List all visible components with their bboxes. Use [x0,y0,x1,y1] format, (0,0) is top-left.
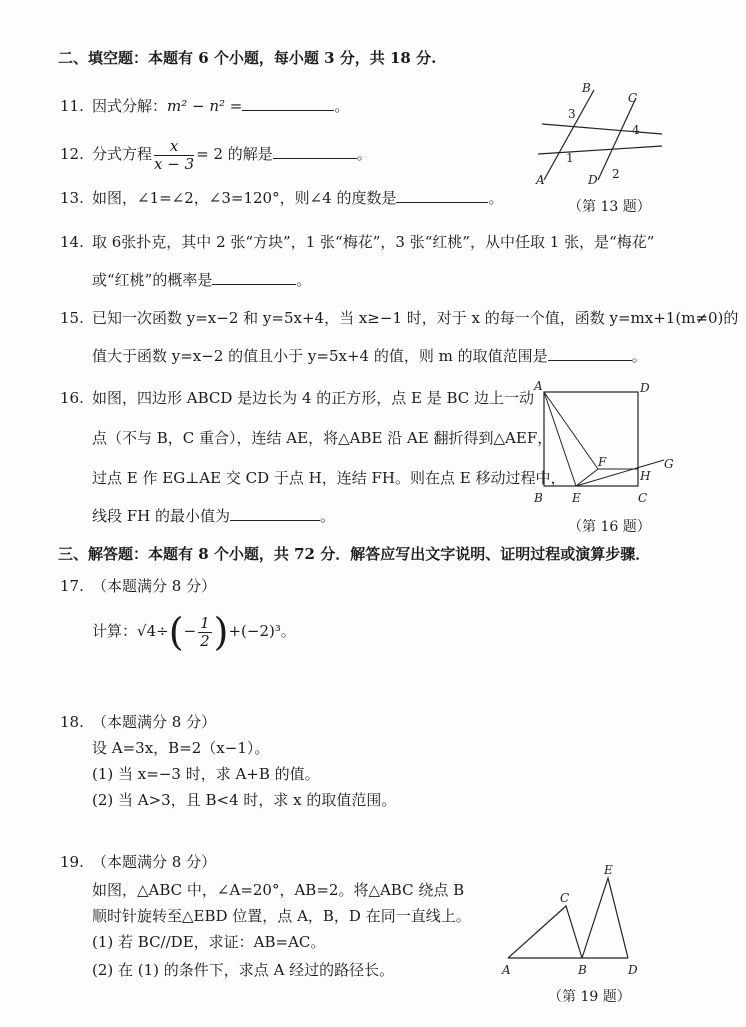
answer-blank[interactable] [548,346,632,361]
label-B: B [578,963,587,977]
score-note: （本题满分 8 分） [92,853,217,871]
question-18-part-1: (1) 当 x=−3 时，求 A+B 的值。 [92,765,320,783]
answer-blank[interactable] [212,270,296,285]
label-F: F [598,455,607,469]
question-number: 17. [60,577,84,595]
label-E: E [572,491,581,505]
question-number: 16. [60,389,84,407]
punctuation: 。 [334,97,350,115]
question-15-line-2 [92,346,647,366]
label-E: E [604,863,613,877]
angle-label-2: 2 [612,167,620,181]
question-11 [60,96,349,116]
punctuation: 。 [631,347,647,365]
label-C: C [628,91,638,105]
answer-blank[interactable] [396,188,488,203]
question-16-line-2: 点（不与 B，C 重合），连结 AE，将△ABE 沿 AE 翻折得到△AEF， [92,429,553,447]
question-14-line-2 [92,270,311,290]
label-H: H [640,469,651,483]
question-text: 如图，∠1=∠2，∠3=120°，则∠4 的度数是 [92,189,397,207]
triangle-ABC [508,906,582,958]
question-number: 18. [60,713,84,731]
score-note: （本题满分 8 分） [92,713,217,731]
numerator: x [154,138,194,156]
sqrt-term: √4 [137,622,157,640]
question-17-header [60,576,216,596]
label-D: D [640,381,650,395]
punctuation: 。 [320,507,336,525]
question-18-part-2: (2) 当 A>3，且 B<4 时，求 x 的取值范围。 [92,791,397,809]
numerator: 1 [200,613,210,632]
angle-label-1: 1 [566,151,574,165]
figure-13-diagram [530,80,680,190]
question-text: 如图，四边形 ABCD 是边长为 4 的正方形，点 E 是 BC 边上一动 [92,389,535,407]
segment-AE [544,392,576,486]
parallel-line-top [542,124,662,134]
question-14-line-1 [60,232,654,252]
label-B: B [582,81,591,95]
question-number: 14. [60,233,84,251]
question-19-line-1: 如图，△ABC 中，∠A=20°，AB=2。将△ABC 绕点 B [92,881,465,899]
figure-19-diagram [500,860,660,980]
question-13 [60,188,504,208]
left-paren: ( [168,610,184,654]
label-C: C [638,491,648,505]
angle-label-3: 3 [568,107,576,121]
punctuation: 。 [488,189,504,207]
label-G: G [664,457,674,471]
segment-EF [576,469,598,486]
question-text: 分式方程 [92,145,153,163]
angle-label-4: 4 [632,123,640,137]
question-text: 取 6张扑克，其中 2 张“方块”，1 张“梅花”，3 张“红桃”，从中任取 1 张，是“梅花” [92,233,655,251]
question-number: 11. [60,97,84,115]
parallel-line-bottom [538,146,662,154]
label-D: D [588,173,598,187]
question-number: 13. [60,189,84,207]
question-16-line-4 [92,506,335,526]
label-A: A [536,173,545,187]
label-D: D [628,963,638,977]
question-16-line-1 [60,388,534,408]
question-number: 12. [60,145,84,163]
punctuation: 。 [296,271,312,289]
segment-AF [544,392,598,469]
question-number: 19. [60,853,84,871]
line-EG [576,460,664,486]
math-expression: m² − n² = [167,97,243,115]
question-19-part-2: (2) 在 (1) 的条件下，求点 A 经过的路径长。 [92,961,395,979]
question-12 [60,136,372,173]
denominator: 2 [200,631,210,650]
question-text: 或“红桃”的概率是 [92,271,213,289]
label-A: A [534,379,543,393]
answer-blank[interactable] [273,144,357,159]
label-B: B [534,491,543,505]
question-text: 因式分解： [92,97,168,115]
question-17-expression [92,610,296,654]
punctuation: 。 [356,145,372,163]
operator: − [183,622,197,640]
question-text: 已知一次函数 y=x−2 和 y=5x+4，当 x≥−1 时，对于 x 的每一个值，函数 y=mx+1(m≠0)的 [92,309,739,327]
question-16-line-3: 过点 E 作 EG⊥AE 交 CD 于点 H，连结 FH。则在点 E 移动过程中， [92,469,566,487]
answer-blank[interactable] [230,506,320,521]
question-19-line-2: 顺时针旋转至△EBD 位置，点 A，B，D 在同一直线上。 [92,907,471,925]
triangle-EBD [582,878,628,958]
figure-19-caption: （第 19 题） [548,989,631,1005]
question-text: 计算： [92,622,138,640]
operator: ÷ [156,622,169,640]
section-2-heading: 二、填空题：本题有 6 个小题，每小题 3 分，共 18 分. [58,49,437,67]
answer-blank[interactable] [242,96,334,111]
fraction [154,138,194,173]
fraction [198,615,212,650]
denominator: x − 3 [154,154,195,173]
figure-16-caption: （第 16 题） [568,519,651,535]
figure-16-diagram [532,380,682,510]
label-A: A [502,963,511,977]
question-18-header [60,712,216,732]
question-text: = 2 的解是 [196,145,273,163]
figure-13-caption: （第 13 题） [568,199,651,215]
question-18-given: 设 A=3x，B=2（x−1）。 [92,739,270,757]
section-3-heading: 三、解答题：本题有 8 个小题，共 72 分．解答应写出文字说明、证明过程或演算步骤． [58,545,651,563]
question-number: 15. [60,309,84,327]
question-text: 值大于函数 y=x−2 的值且小于 y=5x+4 的值，则 m 的取值范围是 [92,347,548,365]
transversal-AB [544,90,594,180]
score-note: （本题满分 8 分） [92,577,217,595]
question-19-header [60,852,216,872]
question-text: 线段 FH 的最小值为 [92,507,231,525]
question-text: +(−2)³。 [228,622,296,640]
label-C: C [560,891,570,905]
question-19-part-1: (1) 若 BC//DE，求证：AB=AC。 [92,933,326,951]
question-15-line-1 [60,308,738,328]
right-paren: ) [213,610,229,654]
